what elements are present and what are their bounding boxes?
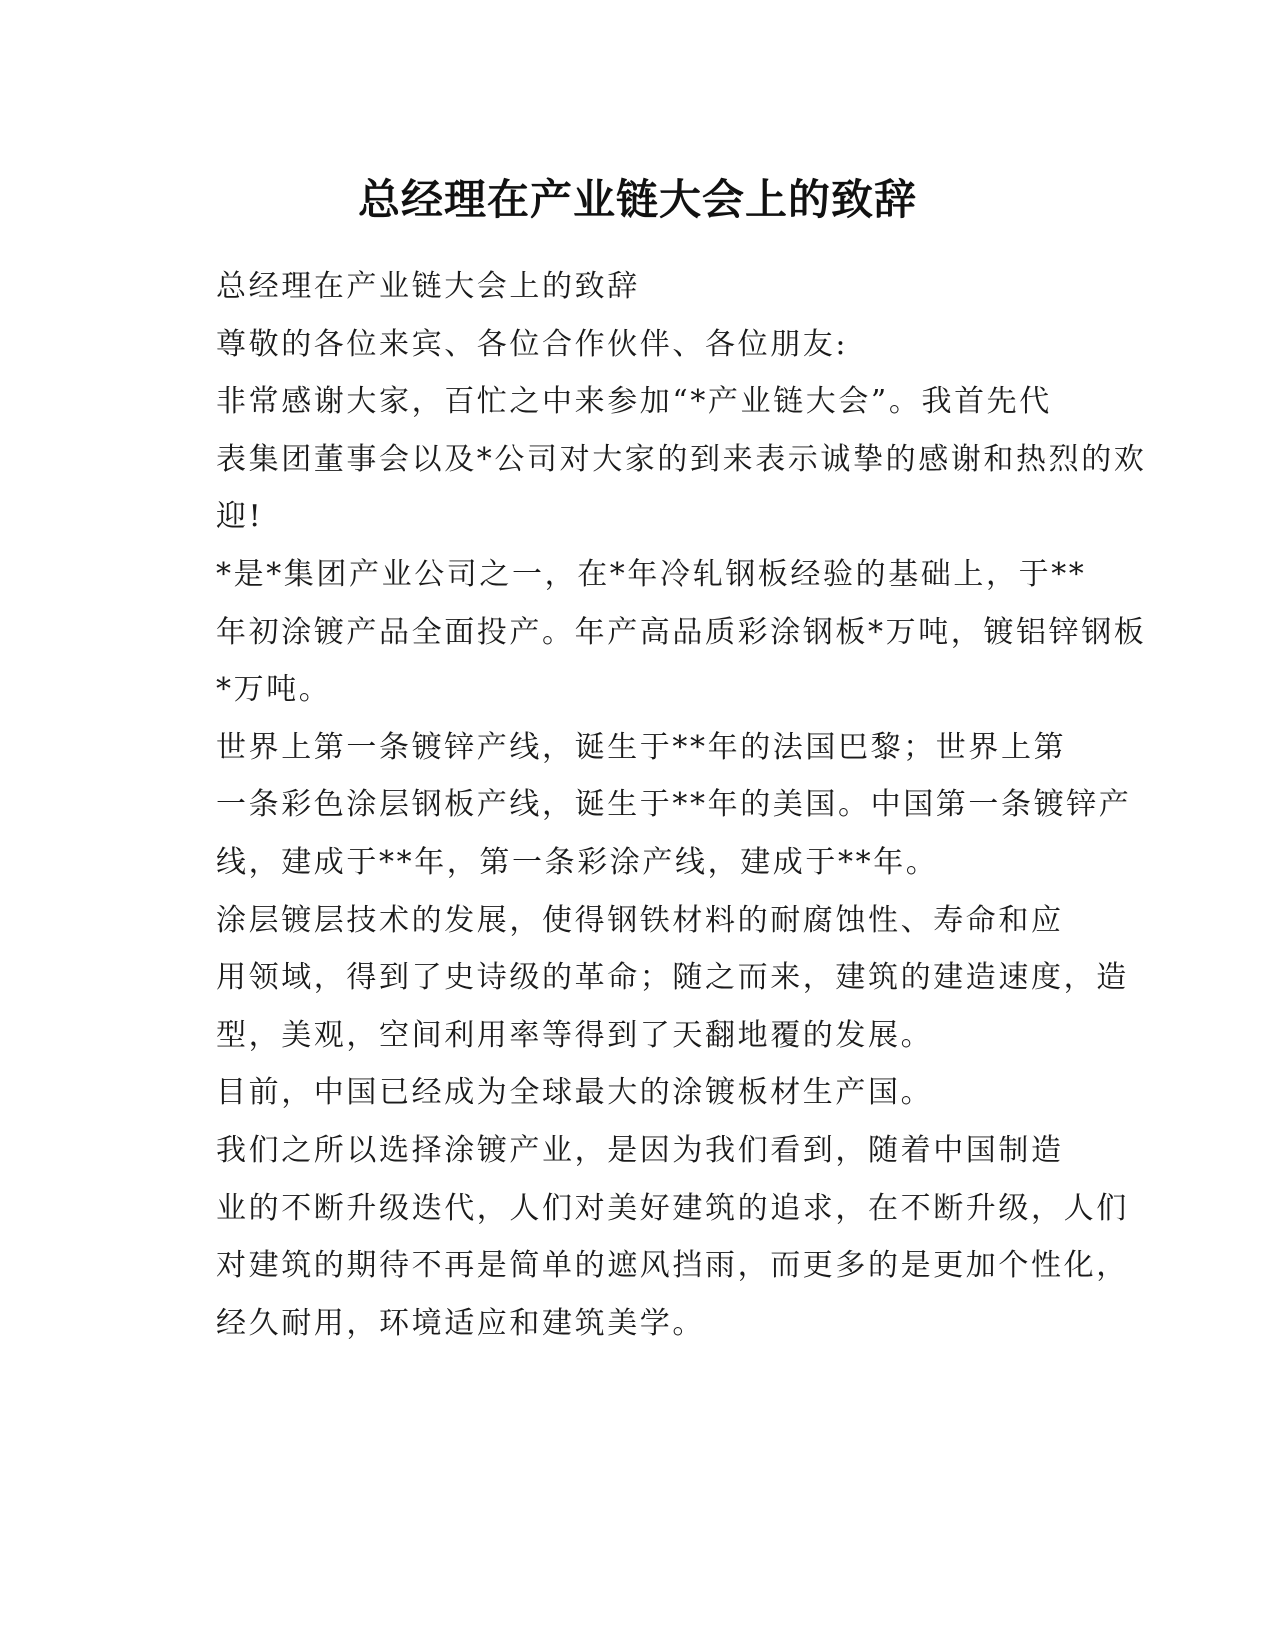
paragraph-line: 尊敬的各位来宾、各位合作伙伴、各位朋友: xyxy=(216,326,849,362)
paragraph-line: *是*集团产业公司之一，在*年冷轧钢板经验的基础上，于** xyxy=(216,556,1087,592)
paragraph-line: 迎! xyxy=(216,499,264,535)
paragraph-line: 目前，中国已经成为全球最大的涂镀板材生产国。 xyxy=(216,1075,934,1111)
paragraph-line: 型，美观，空间利用率等得到了天翻地覆的发展。 xyxy=(216,1017,934,1053)
document-body xyxy=(152,258,1147,1352)
paragraph-line: 一条彩色涂层钢板产线，诞生于**年的美国。中国第一条镀锌产 xyxy=(216,787,1132,823)
paragraph-line: 业的不断升级迭代，人们对美好建筑的追求，在不断升级，人们 xyxy=(216,1190,1129,1226)
document-title: 总经理在产业链大会上的致辞 xyxy=(357,175,917,224)
paragraph-reason xyxy=(152,1122,1129,1352)
paragraph-line: 对建筑的期待不再是简单的遮风挡雨，而更多的是更加个性化， xyxy=(216,1248,1129,1284)
paragraph-line: 非常感谢大家，百忙之中来参加“*产业链大会”。我首先代 xyxy=(216,384,1052,420)
paragraph-company-intro xyxy=(152,546,1147,719)
paragraph-line: 表集团董事会以及*公司对大家的到来表示诚挚的感谢和热烈的欢 xyxy=(216,441,1147,477)
paragraph-line: *万吨。 xyxy=(216,672,332,708)
paragraph-history xyxy=(152,719,1132,892)
paragraph-line: 涂层镀层技术的发展，使得钢铁材料的耐腐蚀性、寿命和应 xyxy=(216,902,1064,938)
paragraph-line: 世界上第一条镀锌产线，诞生于**年的法国巴黎；世界上第 xyxy=(216,729,1067,765)
paragraph-line: 线，建成于**年，第一条彩涂产线，建成于**年。 xyxy=(216,844,939,880)
paragraph-line: 经久耐用，环境适应和建筑美学。 xyxy=(216,1305,705,1341)
paragraph-line: 总经理在产业链大会上的致辞 xyxy=(216,269,640,304)
paragraph-heading-repeat xyxy=(152,258,1112,316)
paragraph-technology xyxy=(152,892,1129,1065)
paragraph-line: 我们之所以选择涂镀产业，是因为我们看到，随着中国制造 xyxy=(216,1132,1064,1168)
paragraph-thanks xyxy=(152,373,1147,546)
paragraph-current-status xyxy=(152,1064,1112,1122)
paragraph-line: 用领域，得到了史诗级的革命；随之而来，建筑的建造速度，造 xyxy=(216,960,1129,996)
paragraph-salutation xyxy=(152,316,1112,374)
paragraph-line: 年初涂镀产品全面投产。年产高品质彩涂钢板*万吨，镀铝锌钢板 xyxy=(216,614,1147,650)
